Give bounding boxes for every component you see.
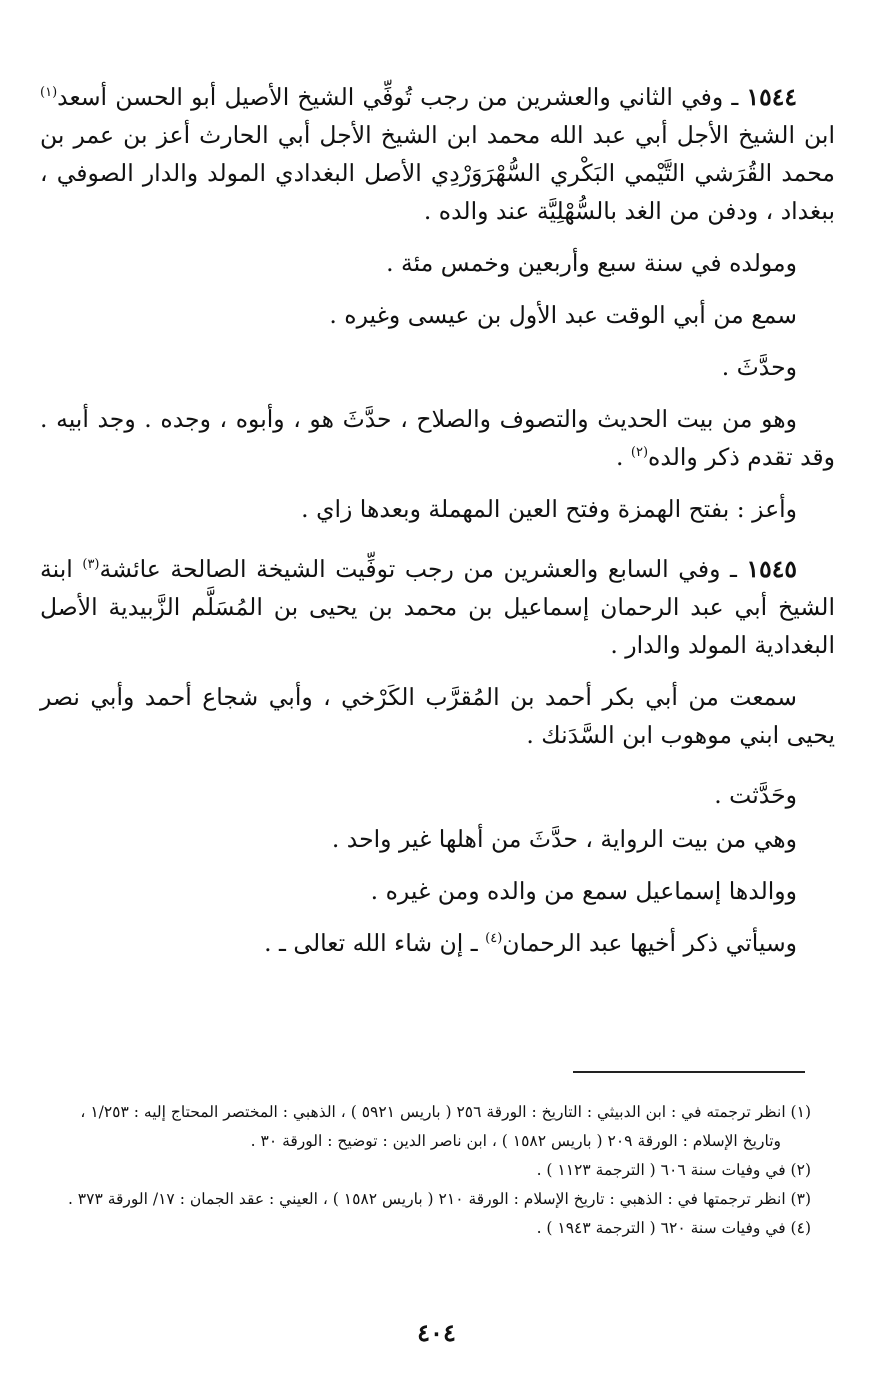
footnote-ref: (٤)	[485, 931, 503, 947]
footnote-1: (١) انظر ترجمته في : ابن الدبيثي : التاريخ : الورقة ٢٥٦ ( باريس ٥٩٢١ ) ، الذهبي : المختصر المحتاج إليه : ١/٢٥٣ ، وتاريخ الإسلام : الورقة ٢٠٩ ( باريس ١٥٨٢ ) ، ابن ناصر الدين : توضيح : الورقة ٣٠ .	[80, 1103, 811, 1150]
page-number: ٤٠٤	[417, 1318, 456, 1347]
paragraph-family: وهي من بيت الرواية ، حدَّثَ من أهلها غير واحد .	[331, 825, 797, 853]
paragraph-text: .	[615, 443, 631, 471]
footnote-ref: (٣)	[82, 557, 100, 573]
paragraph-teachers: سمعت من أبي بكر أحمد بن المُقرَّب الكَرْخي ، وأبي شجاع أحمد وأبي نصر يحيى ابني موهوب ابن السَّدَنك .	[40, 683, 835, 749]
entry-text: ـ وفي السابع والعشرين من رجب توفِّيت الشيخة الصالحة عائشة	[99, 555, 747, 583]
paragraph-text: وهو من بيت الحديث والتصوف والصلاح ، حدَّثَ هو ، وأبوه ، وجده . وجد أبيه . وقد تقدم ذكر والده	[40, 405, 835, 471]
paragraph-text: وسيأتي ذكر أخيها عبد الرحمان	[502, 929, 797, 957]
entry-text: ابنة الشيخ أبي عبد الرحمان إسماعيل بن محمد بن يحيى بن المُسَلَّم الزَّبيدية الأصل البغدادية المولد والدار .	[40, 555, 835, 659]
footnote-3: (٣) انظر ترجمتها في : الذهبي : تاريخ الإسلام : الورقة ٢١٠ ( باريس ١٥٨٢ ) ، العيني : عقد الجمان : ١٧/ الورقة ٣٧٣ .	[67, 1190, 811, 1208]
paragraph-teachers: سمع من أبي الوقت عبد الأول بن عيسى وغيره .	[329, 301, 797, 329]
entry-1544	[40, 78, 835, 230]
footnote-2: (٢) في وفيات سنة ٦٠٦ ( الترجمة ١١٢٣ ) .	[536, 1161, 811, 1179]
paragraph-birth: ومولده في سنة سبع وأربعين وخمس مئة .	[386, 249, 797, 277]
paragraph-text: ـ إن شاء الله تعالى ـ .	[264, 929, 486, 957]
paragraph-narrated: وحَدَّثت .	[714, 781, 797, 809]
paragraph-narrated: وحدَّثَ .	[721, 353, 797, 381]
paragraph-brother	[40, 924, 835, 962]
paragraph-orthography: وأعز : بفتح الهمزة وفتح العين المهملة وبعدها زاي .	[301, 495, 797, 523]
footnote-4: (٤) في وفيات سنة ٦٢٠ ( الترجمة ١٩٤٣ ) .	[536, 1219, 811, 1237]
entry-text: ـ وفي الثاني والعشرين من رجب تُوفِّي الشيخ الأصيل أبو الحسن أسعد	[57, 83, 747, 111]
entry-1545	[40, 550, 835, 664]
footnotes	[39, 1098, 811, 1243]
entry-text: ابن الشيخ الأجل أبي عبد الله محمد ابن الشيخ الأجل أبي الحارث أعز بن عمر بن محمد القُرَشي التَّيْمي البَكْري السُّهْرَوَرْدِي الأصل البغدادي المولد والدار الصوفي ، ببغداد ، ودفن من الغد بالسُّهْلِيَّة عند والده .	[40, 121, 835, 225]
footnote-divider	[573, 1071, 805, 1073]
footnote-ref: (١)	[40, 85, 58, 101]
entry-number: ١٥٤٤	[746, 83, 797, 111]
paragraph-father: ووالدها إسماعيل سمع من والده ومن غيره .	[370, 877, 797, 905]
main-text	[40, 78, 835, 962]
entry-number: ١٥٤٥	[746, 555, 797, 583]
paragraph-family	[40, 400, 835, 476]
footnote-ref: (٢)	[630, 445, 649, 461]
